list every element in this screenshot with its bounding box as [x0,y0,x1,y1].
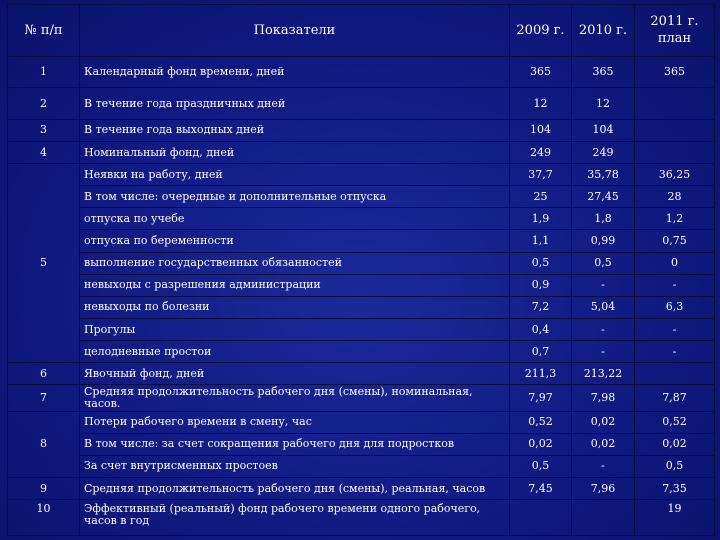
row-label: Календарный фонд времени, дней [80,56,510,88]
cell-2011: 36,25 [635,164,715,186]
table-row [8,318,715,340]
work-time-table [7,4,715,536]
cell-2010: 213,22 [572,363,635,385]
cell-2011 [635,119,715,141]
cell-2011: 0,52 [635,411,715,433]
header-2010: 2010 г. [572,5,635,57]
cell-2009: 211,3 [510,363,572,385]
cell-2011: 7,87 [635,385,715,411]
table-row [8,164,715,186]
cell-2010: 12 [572,88,635,120]
header-indicators: Показатели [80,5,510,57]
cell-2011: 0,02 [635,433,715,455]
table-row [8,274,715,296]
cell-2010: 0,5 [572,252,635,274]
cell-2009: 7,97 [510,385,572,411]
row-label: В течение года выходных дней [80,119,510,141]
cell-2010 [572,500,635,536]
table-row [8,141,715,163]
table-row [8,296,715,318]
table-row [8,252,715,274]
row-label: В том числе: очередные и дополнительные отпуска [80,186,510,208]
row-label: отпуска по беременности [80,230,510,252]
cell-2010: - [572,455,635,477]
row-label: невыходы с разрешения администрации [80,274,510,296]
header-2011: 2011 г. план [635,5,715,57]
row-num: 7 [8,385,80,411]
cell-2011: - [635,318,715,340]
cell-2011 [635,141,715,163]
table-row [8,119,715,141]
header-num: № п/п [8,5,80,57]
table-row [8,385,715,411]
cell-2009: 0,9 [510,274,572,296]
cell-2010: 7,96 [572,478,635,500]
cell-2009: 12 [510,88,572,120]
cell-2011: 0,75 [635,230,715,252]
cell-2009: 104 [510,119,572,141]
cell-2010: 365 [572,56,635,88]
row-label: Номинальный фонд, дней [80,141,510,163]
cell-2009: 249 [510,141,572,163]
row-label: Неявки на работу, дней [80,164,510,186]
cell-2010: 1,8 [572,208,635,230]
cell-2010: 104 [572,119,635,141]
table-row [8,208,715,230]
row-label: Прогулы [80,318,510,340]
cell-2010: 7,98 [572,385,635,411]
cell-2009: 1,9 [510,208,572,230]
cell-2009: 7,45 [510,478,572,500]
row-label: невыходы по болезни [80,296,510,318]
cell-2010: - [572,274,635,296]
table-row [8,455,715,477]
cell-2010: 249 [572,141,635,163]
cell-2009: 37,7 [510,164,572,186]
cell-2009: 7,2 [510,296,572,318]
cell-2009: 365 [510,56,572,88]
table-row [8,56,715,88]
row-num: 8 [8,411,80,477]
cell-2009: 0,5 [510,455,572,477]
row-num: 10 [8,500,80,536]
cell-2011: - [635,274,715,296]
table-row [8,363,715,385]
cell-2010: 5,04 [572,296,635,318]
row-num: 2 [8,88,80,120]
cell-2010: 0,02 [572,433,635,455]
row-label: отпуска по учебе [80,208,510,230]
table-row [8,341,715,363]
cell-2010: - [572,341,635,363]
cell-2009: 0,02 [510,433,572,455]
row-label: В течение года праздничных дней [80,88,510,120]
row-label: В том числе: за счет сокращения рабочего дня для подростков [80,433,510,455]
cell-2009: 0,4 [510,318,572,340]
cell-2011 [635,88,715,120]
cell-2011: 0 [635,252,715,274]
row-num: 9 [8,478,80,500]
header-2009: 2009 г. [510,5,572,57]
table-row [8,186,715,208]
cell-2009: 25 [510,186,572,208]
row-num: 4 [8,141,80,163]
cell-2011: - [635,341,715,363]
cell-2009: 0,5 [510,252,572,274]
row-label: целодневные простои [80,341,510,363]
row-num: 5 [8,164,80,363]
cell-2011: 365 [635,56,715,88]
row-label: Средняя продолжительность рабочего дня (смены), номинальная, часов. [80,385,510,411]
cell-2010: 35,78 [572,164,635,186]
cell-2011 [635,363,715,385]
row-label: Средняя продолжительность рабочего дня (смены), реальная, часов [80,478,510,500]
cell-2011: 0,5 [635,455,715,477]
table-row [8,88,715,120]
row-label: Явочный фонд, дней [80,363,510,385]
cell-2009 [510,500,572,536]
cell-2010: 0,02 [572,411,635,433]
cell-2009: 0,52 [510,411,572,433]
cell-2011: 7,35 [635,478,715,500]
cell-2010: - [572,318,635,340]
row-num: 6 [8,363,80,385]
cell-2010: 0,99 [572,230,635,252]
cell-2011: 19 [635,500,715,536]
header-row [8,5,715,57]
row-label: Эффективный (реальный) фонд рабочего времени одного рабочего, часов в год [80,500,510,536]
row-label: За счет внутрисменных простоев [80,455,510,477]
row-num: 3 [8,119,80,141]
table-row [8,230,715,252]
cell-2011: 6,3 [635,296,715,318]
cell-2009: 0,7 [510,341,572,363]
row-label: выполнение государственных обязанностей [80,252,510,274]
cell-2010: 27,45 [572,186,635,208]
row-label: Потери рабочего времени в смену, час [80,411,510,433]
table-row [8,478,715,500]
table-row [8,411,715,433]
table-row [8,500,715,536]
cell-2011: 1,2 [635,208,715,230]
row-num: 1 [8,56,80,88]
cell-2011: 28 [635,186,715,208]
table-row [8,433,715,455]
cell-2009: 1,1 [510,230,572,252]
